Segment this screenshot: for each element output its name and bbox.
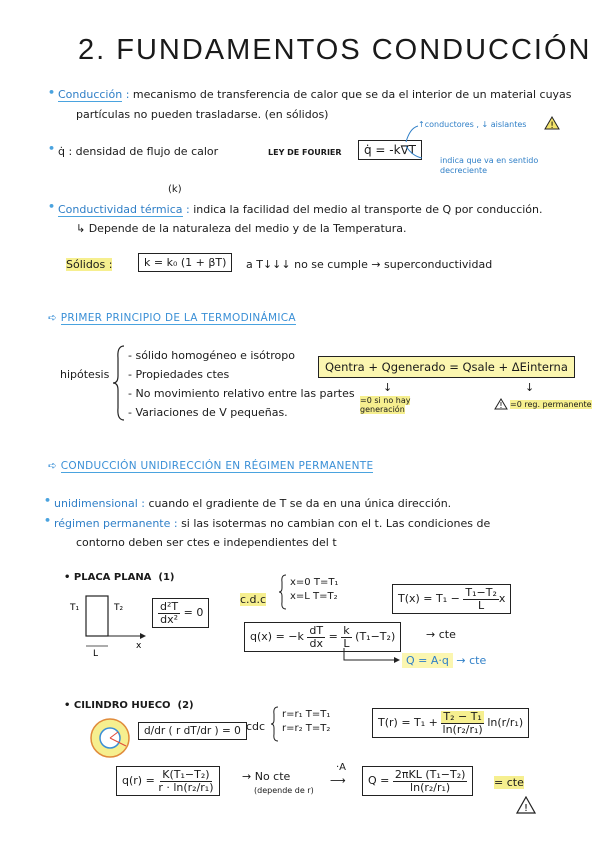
- hipotesis-item: - Propiedades ctes: [128, 368, 230, 381]
- cilindro-diagram: [88, 716, 132, 760]
- permanente-note: =0 reg. permanente: [510, 400, 592, 409]
- section-primer-principio: ➪ PRIMER PRINCIPIO DE LA TERMODINÁMICA: [48, 312, 296, 324]
- fourier-law-box: q̇ = -k∇T: [358, 140, 422, 160]
- conduccion-def1: mecanismo de transferencia de calor que se da el interior de un material cuyas: [132, 88, 572, 101]
- hipotesis-item: - No movimiento relativo entre las partes: [128, 387, 355, 400]
- cilindro-cdc: r=r₁ T=T₁ r=r₂ T=T₂: [282, 709, 331, 734]
- cilindro-flux-box: q(r) = $\frac{\text{K(T₁−T₂)}}{\text{r · ln(r₂/r₁)}}$: [116, 766, 220, 796]
- bullet-icon: •: [48, 142, 56, 155]
- conduccion-def2: partículas no pueden trasladarse. (en sólidos): [76, 108, 329, 121]
- brace-icon: [112, 344, 126, 422]
- cilindro-arrow-a: ·A: [336, 762, 347, 773]
- conductividad-sub: ↳ Depende de la naturaleza del medio y de la Temperatura.: [76, 222, 407, 235]
- brace-icon: [270, 706, 280, 742]
- svg-text:!: !: [499, 401, 503, 410]
- cilindro-depende: (depende de r): [254, 786, 314, 795]
- hipotesis-item: - Variaciones de V pequeñas.: [128, 406, 288, 419]
- flux-arrows: [404, 122, 422, 162]
- conduccion-def-line1: Conducción : mecanismo de transferencia de calor que se da el interior de un material cuyas: [58, 88, 572, 101]
- bullet-icon: •: [48, 86, 56, 99]
- arrow-down-icon: ↓: [383, 381, 393, 394]
- bullet-icon: •: [44, 514, 52, 527]
- cilindro-Q-cte: = cte: [494, 776, 524, 789]
- placa-solution-box: T(x) = T₁ − $\frac{\text{T₁−T₂}}{L}$ x: [392, 584, 511, 614]
- placa-flux-cte: → cte: [426, 628, 456, 641]
- placa-arrow: [340, 648, 400, 668]
- placa-axis-l: L: [93, 649, 99, 659]
- placa-cdc-label: c.d.c: [240, 593, 267, 606]
- cilindro-Q-box: Q = $\frac{\text{2πKL (T₁−T₂)}}{\text{ln(r₂/r₁)}}$: [362, 766, 473, 796]
- unidimensional-line: unidimensional : cuando el gradiente de T se da en una única dirección.: [54, 497, 452, 510]
- placa-diagram: [60, 590, 150, 660]
- conduccion-term: Conducción: [58, 88, 123, 101]
- conductividad-term: Conductividad térmica: [58, 203, 183, 216]
- arrow-down-icon: ↓: [525, 381, 535, 394]
- bullet-icon: •: [44, 494, 52, 507]
- placa-ode-box: $\frac{\text{d²T}}{\text{dx²}}$ = 0: [152, 598, 209, 628]
- solidos-label: Sólidos :: [66, 258, 113, 271]
- cilindro-solution-box: T(r) = T₁ + $\frac{\text{T₂ − T₁}}{\text{ln(r₂/r₁)}}$ ln(r/r₁): [372, 708, 529, 738]
- cilindro-cdc-label: cdc: [246, 720, 266, 733]
- flux-term: q̇ : densidad de flujo de calor: [58, 145, 219, 158]
- placa-flux-box: q(x) = −k $\frac{dT}{dx}$ = $\frac{k}{L}$ (T₁−T₂): [244, 622, 401, 652]
- placa-t1: T₁: [70, 603, 80, 613]
- regimen-def2: contorno deben ser ctes e independientes del t: [76, 536, 337, 549]
- section-conduccion-unidireccion: ➪ CONDUCCIÓN UNIDIRECCIÓN EN RÉGIMEN PERMANENTE: [48, 460, 374, 472]
- cilindro-title: • CILINDRO HUECO (2): [64, 700, 194, 711]
- placa-Q: Q = A·q → cte: [402, 654, 486, 667]
- page-title: 2. FUNDAMENTOS CONDUCCIÓN: [78, 34, 592, 66]
- solidos-formula: k = k₀ (1 + βT): [138, 253, 232, 272]
- energy-balance-box: Qentra + Qgenerado = Qsale + ΔEinterna: [318, 356, 575, 378]
- bullet-icon: •: [48, 200, 56, 213]
- conductividad-def: indica la facilidad del medio al transporte de Q por conducción.: [193, 203, 543, 216]
- hipotesis-label: hipótesis: [60, 368, 110, 381]
- svg-text:!: !: [550, 121, 554, 130]
- conductores-note: ↑conductores , ↓ aislantes: [418, 120, 527, 129]
- warning-icon: [494, 398, 508, 413]
- conductividad-line: Conductividad térmica : indica la facilidad del medio al transporte de Q por conducción.: [58, 203, 543, 216]
- sentido-note: indica que va en sentido decreciente: [440, 156, 539, 175]
- generacion-note: =0 si no hay generación: [360, 396, 411, 414]
- brace-icon: [278, 574, 288, 610]
- placa-title: • PLACA PLANA (1): [64, 572, 175, 583]
- hipotesis-item: - sólido homogéneo e isótropo: [128, 349, 295, 362]
- warning-icon: [516, 796, 536, 817]
- svg-text:!: !: [523, 803, 529, 814]
- cilindro-ode-box: d/dr ( r dT/dr ) = 0: [138, 722, 247, 740]
- regimen-line: régimen permanente : si las isotermas no cambian con el t. Las condiciones de: [54, 517, 491, 530]
- cilindro-no-cte: → No cte: [242, 770, 291, 783]
- fourier-label: LEY DE FOURIER: [268, 148, 342, 157]
- warning-icon: [544, 116, 560, 133]
- placa-axis-x: x: [136, 641, 142, 651]
- solidos-note: a T↓↓↓ no se cumple → superconductividad: [246, 258, 493, 271]
- arrow-icon: ➪: [48, 312, 61, 324]
- k-symbol: (k): [168, 184, 182, 195]
- arrow-icon: ➪: [48, 460, 61, 472]
- arrow-right-icon: ⟶: [330, 774, 346, 787]
- placa-t2: T₂: [114, 603, 124, 613]
- placa-cdc: x=0 T=T₁ x=L T=T₂: [290, 577, 339, 602]
